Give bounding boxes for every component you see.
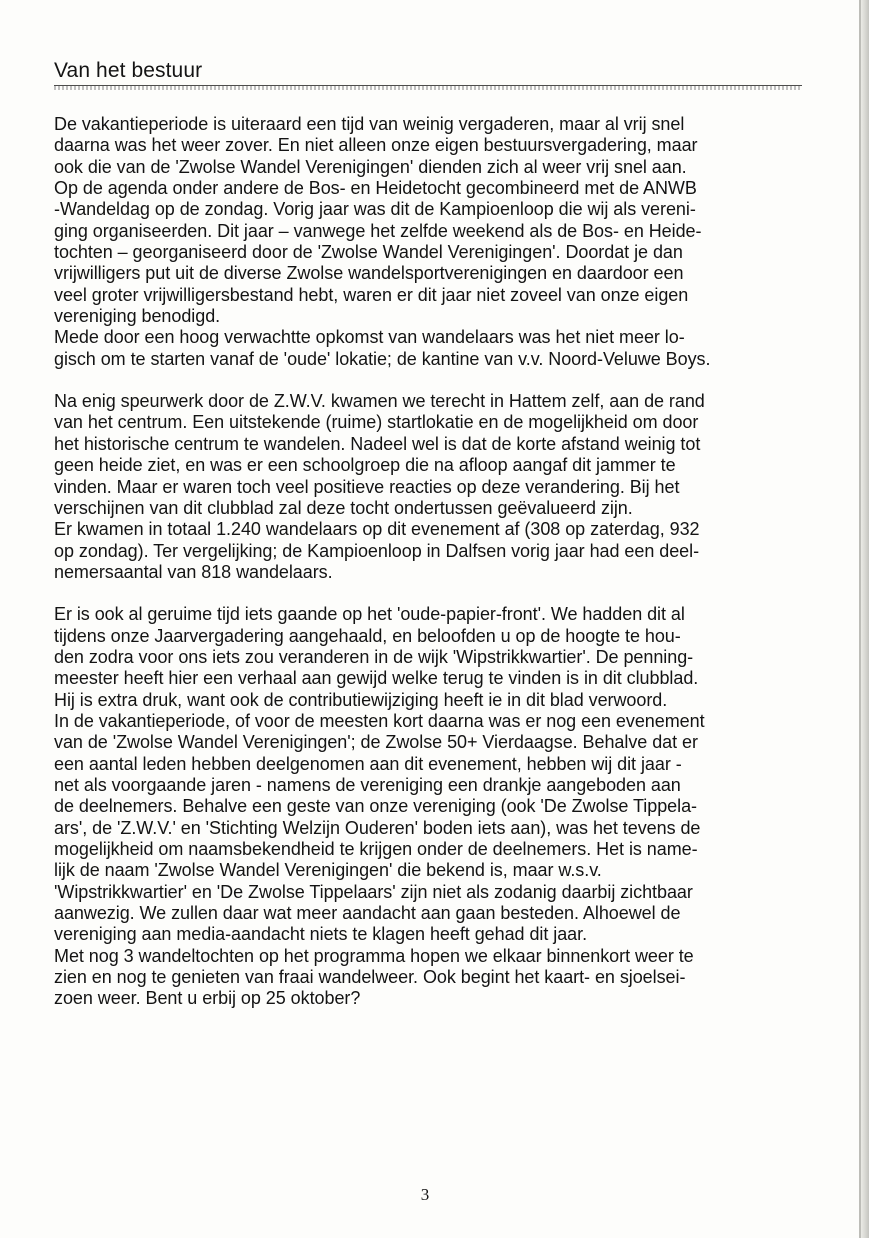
text-line: 'Wipstrikkwartier' en 'De Zwolse Tippelaars' zijn niet als zodanig daarbij zichtbaar (54, 881, 693, 902)
text-line: Er is ook al geruime tijd iets gaande op het 'oude-papier-front'. We hadden dit al (54, 604, 685, 625)
paragraph-spacer (54, 370, 802, 391)
text-line: geen heide ziet, en was er een schoolgroep die na afloop aangaf dit jammer te (54, 455, 676, 476)
text-line: tijdens onze Jaarvergadering aangehaald, en beloofden u op de hoogte te hou- (54, 625, 681, 646)
text-line: zien en nog te genieten van fraai wandelweer. Ook begint het kaart- en sjoelsei- (54, 967, 686, 988)
text-line: In de vakantieperiode, of voor de meesten kort daarna was er nog een evenement (54, 710, 705, 731)
paragraph-2 (54, 391, 802, 583)
text-line: ging organiseerden. Dit jaar – vanwege het zelfde weekend als de Bos- en Heide- (54, 220, 702, 241)
text-line: vinden. Maar er waren toch veel positieve reacties op deze verandering. Bij het (54, 476, 680, 497)
text-line: daarna was het weer zover. En niet alleen onze eigen bestuursvergadering, maar (54, 135, 698, 156)
text-line: een aantal leden hebben deelgenomen aan dit evenement, hebben wij dit jaar - (54, 753, 682, 774)
text-line: mogelijkheid om naamsbekendheid te krijgen onder de deelnemers. Het is name- (54, 839, 698, 859)
text-line: het historische centrum te wandelen. Nadeel wel is dat de korte afstand weinig tot (54, 433, 701, 454)
text-line: aanwezig. We zullen daar wat meer aandacht aan gaan besteden. Alhoewel de (54, 903, 681, 924)
text-line: nemersaantal van 818 wandelaars. (54, 561, 333, 582)
text-line: Na enig speurwerk door de Z.W.V. kwamen we terecht in Hattem zelf, aan de rand (54, 391, 705, 412)
text-line: zoen weer. Bent u erbij op 25 oktober? (54, 988, 361, 1009)
page-fold-line (859, 0, 861, 1238)
title-underline (54, 85, 802, 90)
page-number: 3 (420, 1185, 430, 1204)
text-line: Op de agenda onder andere de Bos- en Heidetocht gecombineerd met de ANWB (54, 178, 697, 199)
paragraph-1 (54, 114, 802, 370)
text-line: op zondag). Ter vergelijking; de Kampioenloop in Dalfsen vorig jaar had een deel- (54, 540, 700, 561)
text-line: Mede door een hoog verwachtte opkomst van wandelaars was het niet meer lo- (54, 327, 685, 348)
text-line: net als voorgaande jaren - namens de vereniging een drankje aangeboden aan (54, 774, 681, 795)
article-body (54, 114, 802, 1010)
text-line: vrijwilligers put uit de diverse Zwolse wandelsportverenigingen en daardoor een (54, 263, 684, 284)
paragraph-spacer (54, 583, 802, 604)
text-line: verschijnen van dit clubblad zal deze tocht ondertussen geëvalueerd zijn. (54, 497, 633, 518)
section-title: Van het bestuur (54, 59, 203, 82)
text-line: van het centrum. Een uitstekende (ruime) startlokatie en de mogelijkheid om door (54, 412, 699, 433)
text-line: Er kwamen in totaal 1.240 wandelaars op dit evenement af (308 op zaterdag, 932 (54, 519, 700, 540)
text-line: vereniging aan media-aandacht niets te klagen heeft gehad dit jaar. (54, 924, 588, 945)
text-line: tochten – georganiseerd door de 'Zwolse Wandel Verenigingen'. Doordat je dan (54, 242, 683, 263)
text-line: ars', de 'Z.W.V.' en 'Stichting Welzijn Ouderen' boden iets aan), was het tevens de (54, 817, 701, 838)
text-line: Hij is extra druk, want ook de contributiewijziging heeft ie in dit blad verwoord. (54, 689, 668, 710)
paragraph-3 (54, 604, 802, 1010)
text-line: De vakantieperiode is uiteraard een tijd van weinig vergaderen, maar al vrij snel (54, 114, 685, 134)
text-line: vereniging benodigd. (54, 306, 221, 327)
text-line: van de 'Zwolse Wandel Verenigingen'; de Zwolse 50+ Vierdaagse. Behalve dat er (54, 732, 698, 753)
text-line: -Wandeldag op de zondag. Vorig jaar was dit de Kampioenloop die wij als vereni- (54, 199, 696, 220)
text-line: den zodra voor ons iets zou veranderen in de wijk 'Wipstrikkwartier'. De penning- (54, 646, 694, 667)
text-line: Met nog 3 wandeltochten op het programma hopen we elkaar binnenkort weer te (54, 945, 694, 966)
text-line: meester heeft hier een verhaal aan gewijd welke terug te vinden is in dit clubblad. (54, 668, 699, 689)
text-line: veel groter vrijwilligersbestand hebt, waren er dit jaar niet zoveel van onze eigen (54, 284, 689, 305)
text-line: gisch om te starten vanaf de 'oude' lokatie; de kantine van v.v. Noord-Veluwe Boys. (54, 348, 711, 369)
text-line: lijk de naam 'Zwolse Wandel Verenigingen' die bekend is, maar w.s.v. (54, 860, 602, 881)
text-line: de deelnemers. Behalve een geste van onze vereniging (ook 'De Zwolse Tippela- (54, 796, 697, 817)
section-header (54, 58, 802, 90)
text-line: ook die van de 'Zwolse Wandel Verenigingen' dienden zich al weer vrij snel aan. (54, 156, 687, 177)
